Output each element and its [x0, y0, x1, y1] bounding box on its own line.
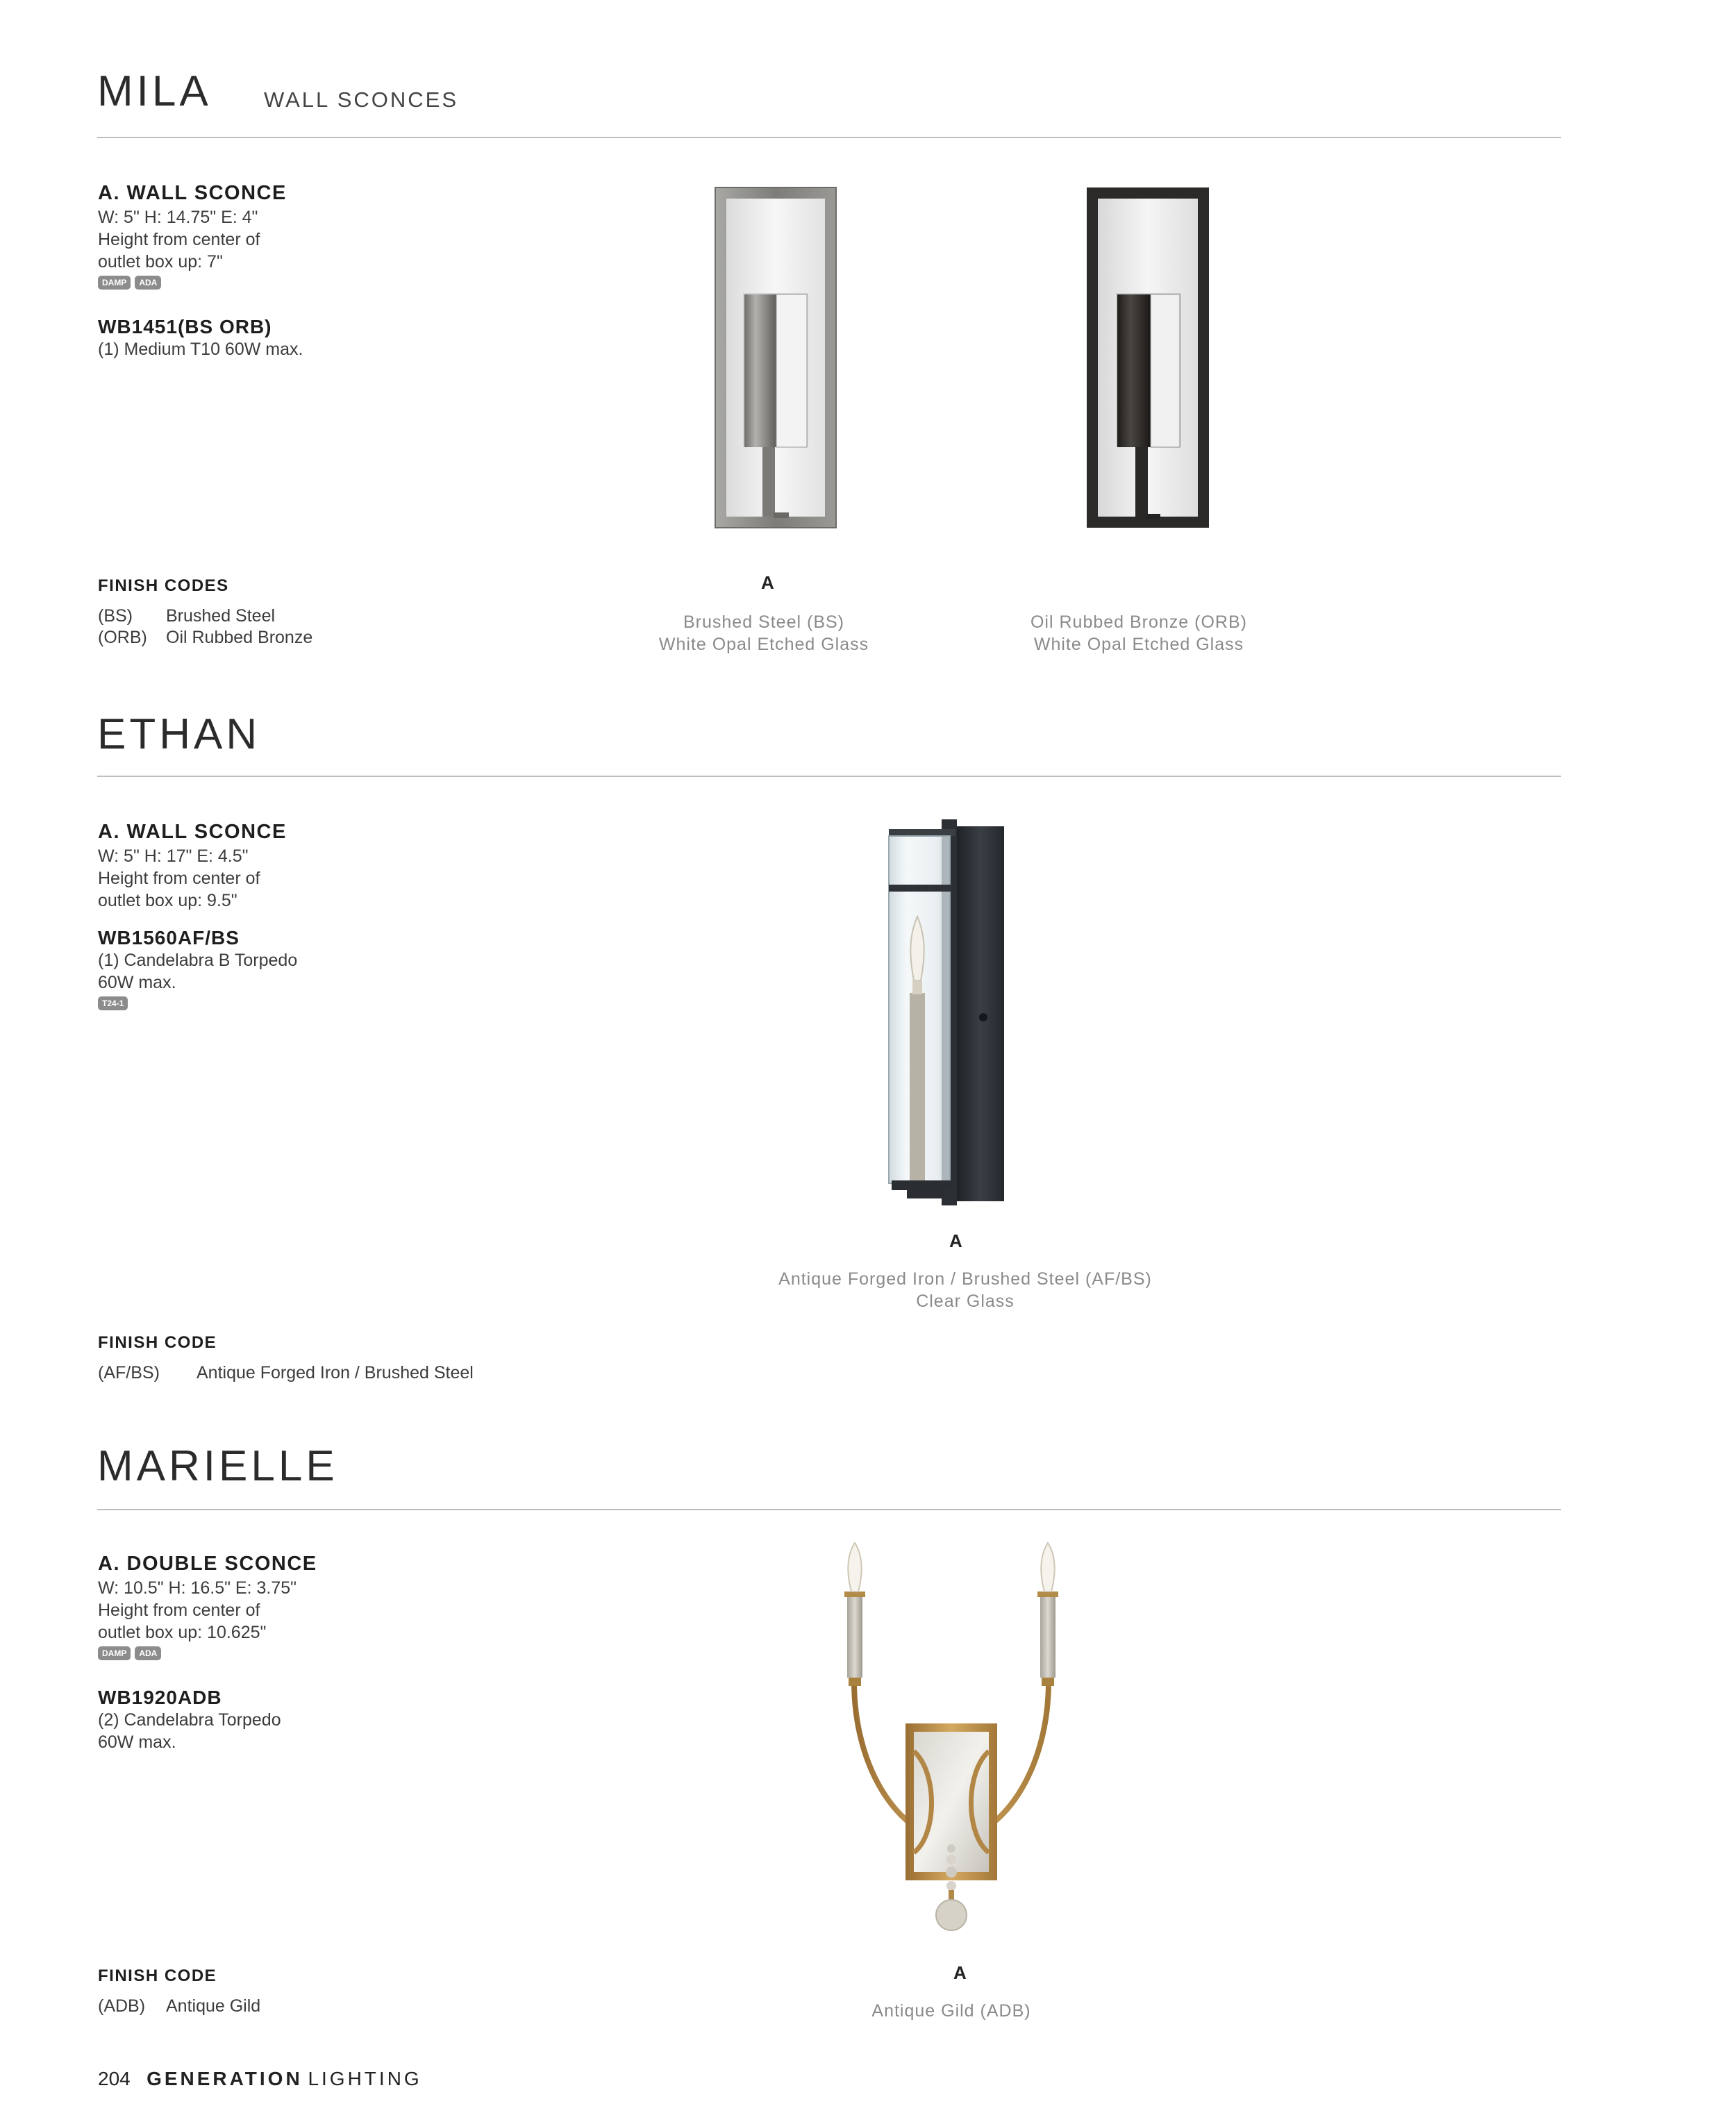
finish-row [98, 1362, 474, 1384]
finish-name: Oil Rubbed Bronze [166, 628, 313, 647]
model-number: WB1920ADB [98, 1687, 222, 1708]
family-title-ethan: ETHAN [97, 710, 261, 758]
category-subtitle: WALL SCONCES [264, 87, 459, 112]
finish-name: Brushed Steel [166, 606, 276, 626]
sconce-image-forged-iron [875, 819, 1028, 1208]
spec-line: Height from center of [98, 230, 260, 249]
sconce-image-brushed-steel [701, 183, 854, 558]
brand-name: GENERATION [147, 2068, 303, 2089]
product-letter: A [949, 1230, 962, 1251]
t24-badge: T24-1 [98, 996, 128, 1010]
rating-badges [98, 1646, 317, 1660]
product-caption-brushed-steel [625, 611, 903, 655]
rating-badges [98, 276, 303, 290]
lamp-spec: (1) Medium T10 60W max. [98, 340, 303, 359]
finish-row [98, 627, 312, 649]
finish-codes-mila [98, 576, 312, 649]
lamp-spec: (2) Candelabra Torpedo [98, 1710, 281, 1730]
finish-codes-title: FINISH CODES [98, 576, 229, 595]
product-caption-antique-gild [826, 2000, 1076, 2022]
brand-name-light: LIGHTING [308, 2068, 422, 2089]
finish-codes-ethan [98, 1333, 474, 1384]
caption-line: White Opal Etched Glass [658, 635, 869, 654]
section-divider [97, 776, 1561, 777]
caption-line: Antique Forged Iron / Brushed Steel (AF/BS) [778, 1269, 1152, 1289]
product-caption-forged-iron [722, 1268, 1208, 1312]
finish-name: Antique Forged Iron / Brushed Steel [197, 1363, 474, 1382]
section-divider [97, 137, 1561, 138]
family-title-mila: MILA [97, 67, 212, 115]
page-number: 204 [98, 2068, 131, 2089]
finish-row [98, 605, 312, 627]
product-letter: A [953, 1962, 967, 1983]
spec-title: A. WALL SCONCE [98, 182, 287, 204]
damp-badge: DAMP [98, 1646, 131, 1660]
spec-line: W: 5" H: 17" E: 4.5" [98, 846, 249, 866]
spec-line: outlet box up: 7" [98, 252, 223, 271]
finish-code: (ORB) [98, 628, 147, 647]
caption-line: Antique Gild (ADB) [871, 2001, 1031, 2021]
finish-codes-title: FINISH CODE [98, 1966, 217, 1985]
spec-line: Height from center of [98, 869, 260, 888]
sconce-image-oil-rubbed-bronze [1080, 183, 1233, 558]
spec-block-ethan [98, 821, 297, 1010]
model-number: WB1560AF/BS [98, 927, 240, 949]
model-number: WB1451(BS ORB) [98, 316, 272, 337]
section-divider [97, 1509, 1561, 1510]
spec-block-marielle [98, 1553, 317, 1753]
spec-line: Height from center of [98, 1601, 260, 1620]
page-footer [98, 2068, 422, 2090]
spec-line: W: 10.5" H: 16.5" E: 3.75" [98, 1578, 297, 1598]
spec-title: A. WALL SCONCE [98, 821, 287, 843]
lamp-spec: 60W max. [98, 973, 176, 992]
spec-line: outlet box up: 9.5" [98, 891, 237, 910]
finish-name: Antique Gild [166, 1996, 261, 2016]
caption-line: Oil Rubbed Bronze (ORB) [1030, 612, 1247, 632]
lamp-spec: 60W max. [98, 1732, 176, 1752]
caption-line: White Opal Etched Glass [1033, 635, 1244, 654]
family-title-marielle: MARIELLE [97, 1442, 338, 1490]
finish-code: (ADB) [98, 1996, 146, 2016]
spec-line: outlet box up: 10.625" [98, 1623, 267, 1642]
product-caption-oil-rubbed-bronze [1000, 611, 1278, 655]
lamp-spec: (1) Candelabra B Torpedo [98, 951, 298, 970]
spec-line: W: 5" H: 14.75" E: 4" [98, 208, 258, 227]
sconce-image-antique-gild [833, 1543, 1069, 1946]
finish-code: (BS) [98, 606, 133, 626]
ada-badge: ADA [135, 276, 161, 290]
finish-codes-marielle [98, 1966, 260, 2017]
spec-block-mila [98, 182, 303, 360]
caption-line: Clear Glass [916, 1292, 1015, 1311]
caption-line: Brushed Steel (BS) [683, 612, 844, 632]
rating-badges [98, 996, 297, 1010]
damp-badge: DAMP [98, 276, 131, 290]
product-letter: A [761, 572, 774, 593]
finish-code: (AF/BS) [98, 1363, 160, 1382]
ada-badge: ADA [135, 1646, 161, 1660]
spec-title: A. DOUBLE SCONCE [98, 1553, 317, 1575]
finish-codes-title: FINISH CODE [98, 1333, 217, 1352]
finish-row [98, 1996, 260, 2017]
